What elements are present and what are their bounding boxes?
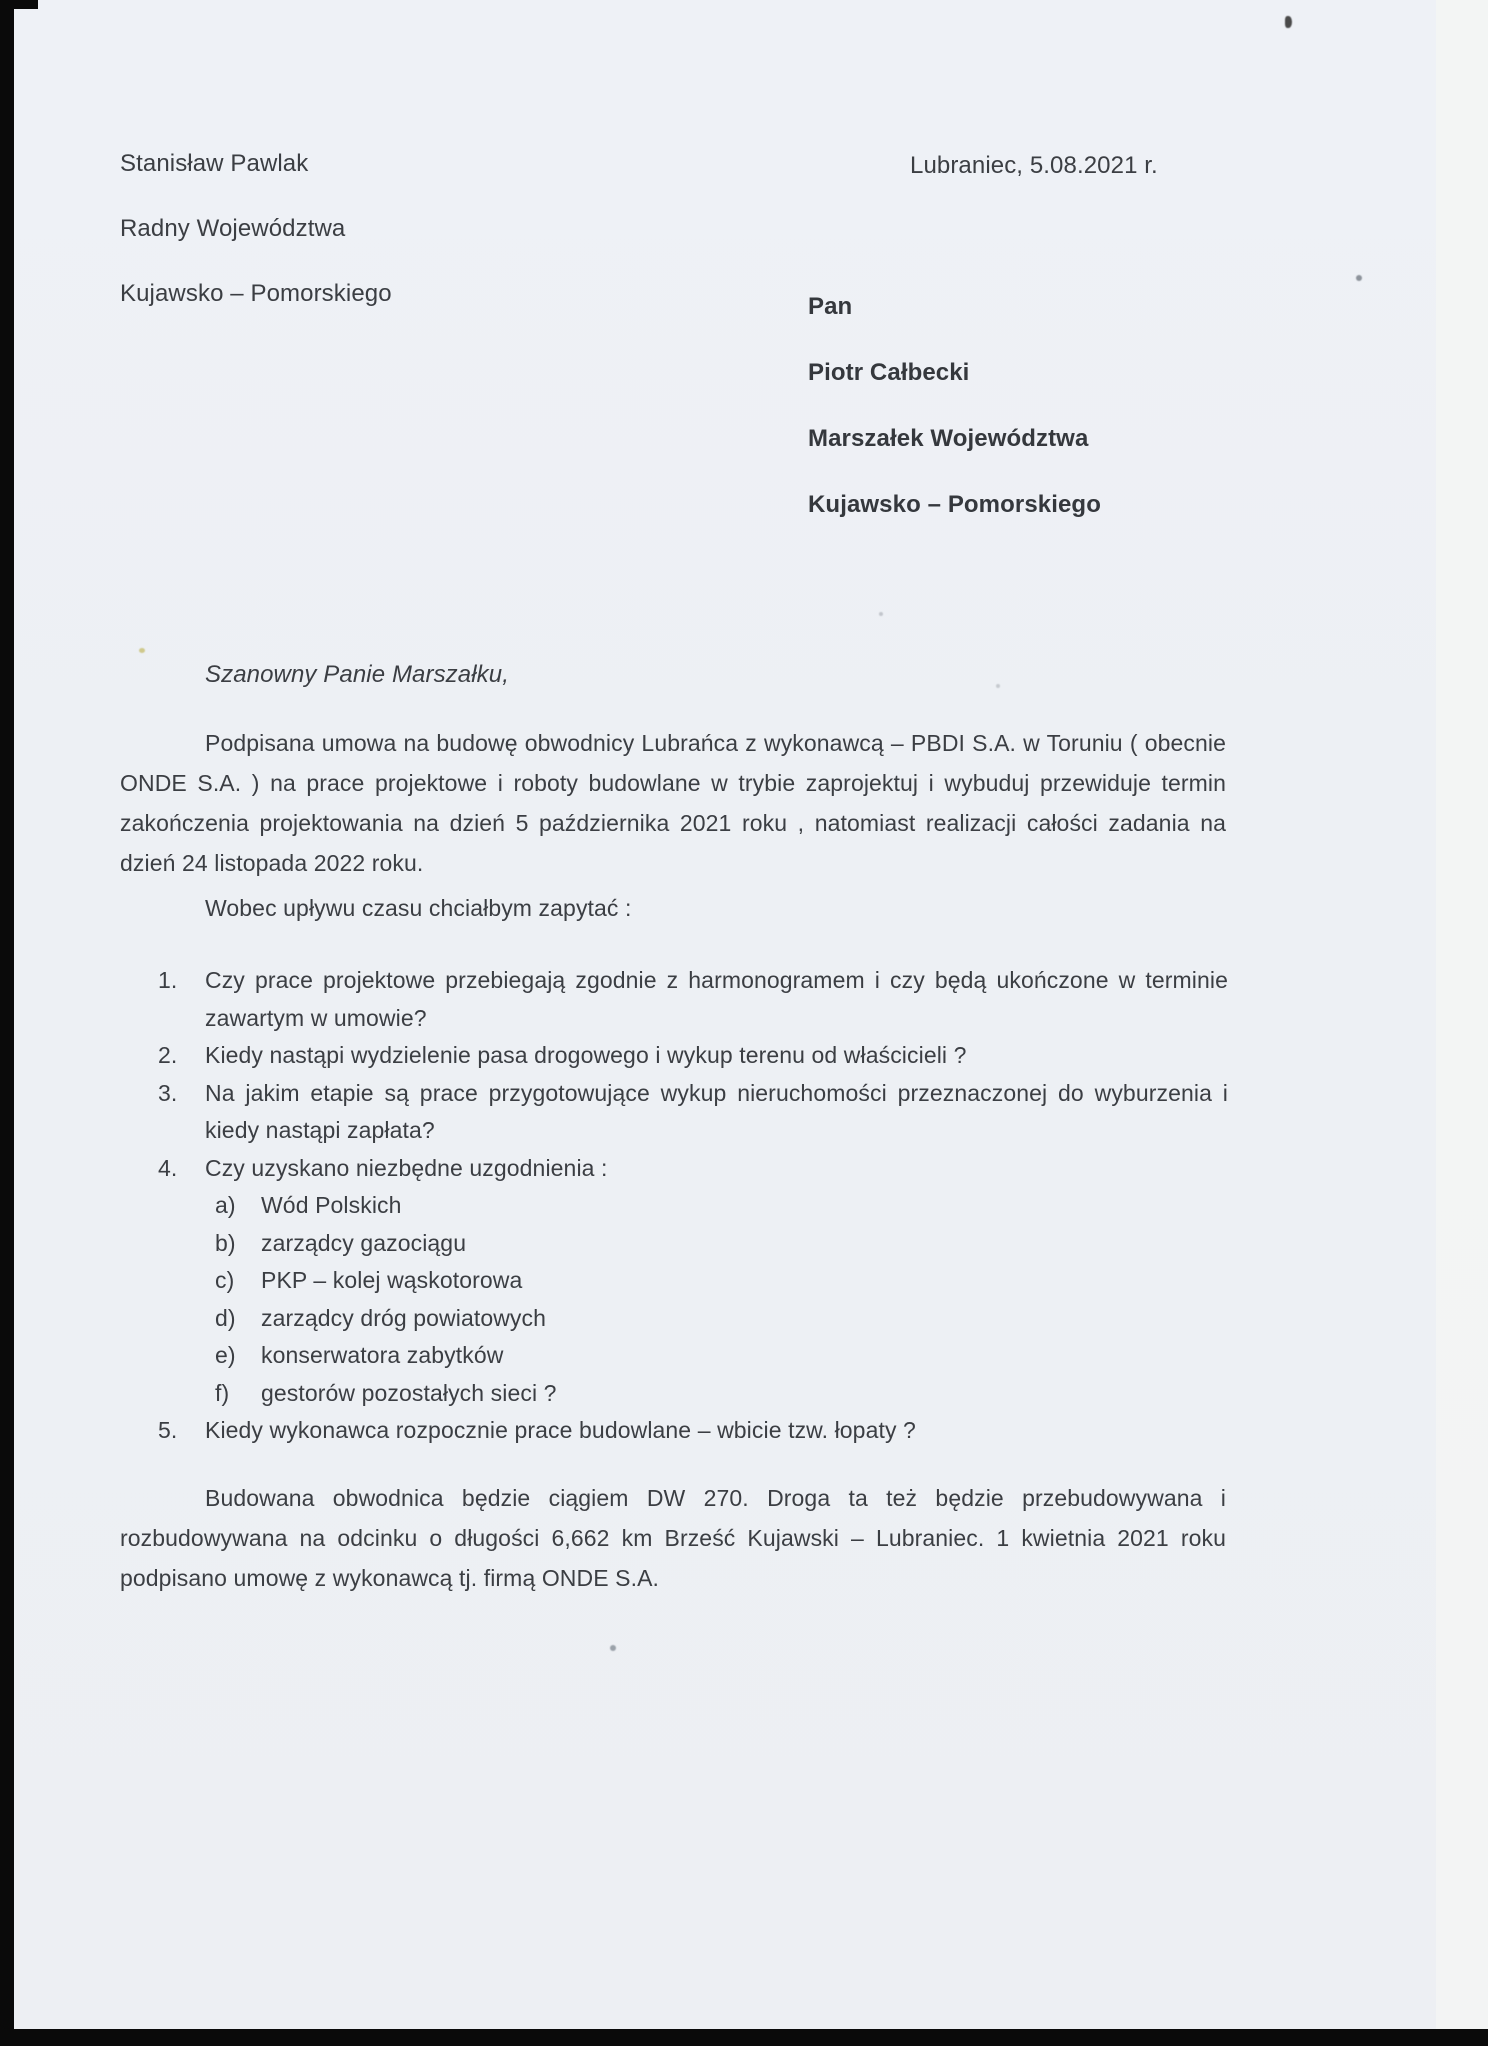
sender-block (120, 150, 392, 345)
recipient-honorific: Pan (808, 293, 853, 320)
salutation: Szanowny Panie Marszałku, (205, 661, 509, 688)
place-and-date: Lubraniec, 5.08.2021 r. (910, 152, 1158, 179)
question-number: 5. (158, 1417, 178, 1443)
agreement-item (215, 1225, 1228, 1263)
question-text: Na jakim etapie są prace przygotowujące wykup nieruchomości przeznaczonej do wyburzenia i kiedy nastąpi zapłata? (205, 1079, 1228, 1143)
scan-speck (879, 612, 883, 616)
scan-speck (1285, 16, 1292, 28)
agreement-letter: f) (215, 1379, 230, 1406)
agreement-text: PKP – kolej wąskotorowa (261, 1267, 523, 1293)
agreement-item (215, 1187, 1228, 1225)
closing-paragraph: Budowana obwodnica będzie ciągiem DW 270. Droga ta też będzie przebudowywana i rozbudowywana na odcinku o długości 6,662 km Brześć Kujawski – Lubraniec. 1 kwietnia 2021 roku podpisano umowę z wykonawcą tj. firmą ONDE S.A. (120, 1485, 1226, 1591)
question-item (158, 1037, 1228, 1075)
question-number: 2. (158, 1042, 178, 1068)
agreement-text: konserwatora zabytków (261, 1342, 504, 1368)
scan-speck (996, 684, 1000, 688)
question-item (158, 1075, 1228, 1150)
agreement-item (215, 1300, 1228, 1338)
scan-edge-left (0, 0, 14, 2046)
agreement-text: Wód Polskich (261, 1192, 402, 1218)
question-number: 4. (158, 1154, 178, 1181)
questions-lead: Wobec upływu czasu chciałbym zapytać : (205, 895, 632, 921)
recipient-name: Piotr Całbecki (808, 359, 970, 386)
question-text: Czy prace projektowe przebiegają zgodnie z harmonogramem i czy będą ukończone w terminie zawartym w umowie? (205, 967, 1228, 1031)
question-number: 1. (158, 967, 178, 993)
sender-region: Kujawsko – Pomorskiego (120, 280, 392, 307)
question-list (158, 962, 1228, 1450)
scan-speck (1356, 275, 1362, 281)
question-text: Kiedy wykonawca rozpocznie prace budowlane – wbicie tzw. łopaty ? (205, 1417, 916, 1443)
agreement-letter: e) (215, 1342, 236, 1368)
question-item (158, 962, 1228, 1037)
agreement-letter: c) (215, 1267, 235, 1293)
agreement-letter: a) (215, 1192, 236, 1218)
question-number: 3. (158, 1079, 178, 1106)
agreement-letter: b) (215, 1229, 236, 1256)
agreement-item (215, 1262, 1228, 1300)
agreement-text: gestorów pozostałych sieci ? (261, 1379, 557, 1406)
recipient-region: Kujawsko – Pomorskiego (808, 491, 1101, 518)
scan-speck (139, 648, 145, 653)
sender-title: Radny Województwa (120, 215, 346, 242)
agreement-letter: d) (215, 1304, 236, 1331)
agreement-text: zarządcy gazociągu (261, 1229, 467, 1256)
sender-name: Stanisław Pawlak (120, 150, 309, 177)
question-item (158, 1150, 1228, 1188)
intro-paragraph: Podpisana umowa na budowę obwodnicy Lubrańca z wykonawcą – PBDI S.A. w Toruniu ( obecnie ONDE S.A. ) na prace projektowe i roboty budowlane w trybie zaprojektuj i wybuduj przewiduje termin zakończenia projektowania na dzień 5 października 2021 roku , natomiast realizacji całości zadania na dzień 24 listopada 2022 roku. (120, 730, 1226, 876)
scan-edge-top-left (0, 0, 38, 9)
agreement-text: zarządcy dróg powiatowych (261, 1304, 547, 1331)
question-item (158, 1412, 1228, 1450)
scan-edge-bottom (0, 2029, 1488, 2046)
scan-edge-right-light (1436, 0, 1488, 2029)
question-text: Kiedy nastąpi wydzielenie pasa drogowego i wykup terenu od właścicieli ? (205, 1042, 967, 1068)
agreement-item (215, 1337, 1228, 1375)
agreements-sublist (215, 1187, 1228, 1412)
agreement-item (215, 1375, 1228, 1413)
recipient-title: Marszałek Województwa (808, 425, 1089, 452)
scan-speck (610, 1645, 616, 1651)
question-text: Czy uzyskano niezbędne uzgodnienia : (205, 1154, 608, 1181)
recipient-block (808, 293, 1101, 557)
